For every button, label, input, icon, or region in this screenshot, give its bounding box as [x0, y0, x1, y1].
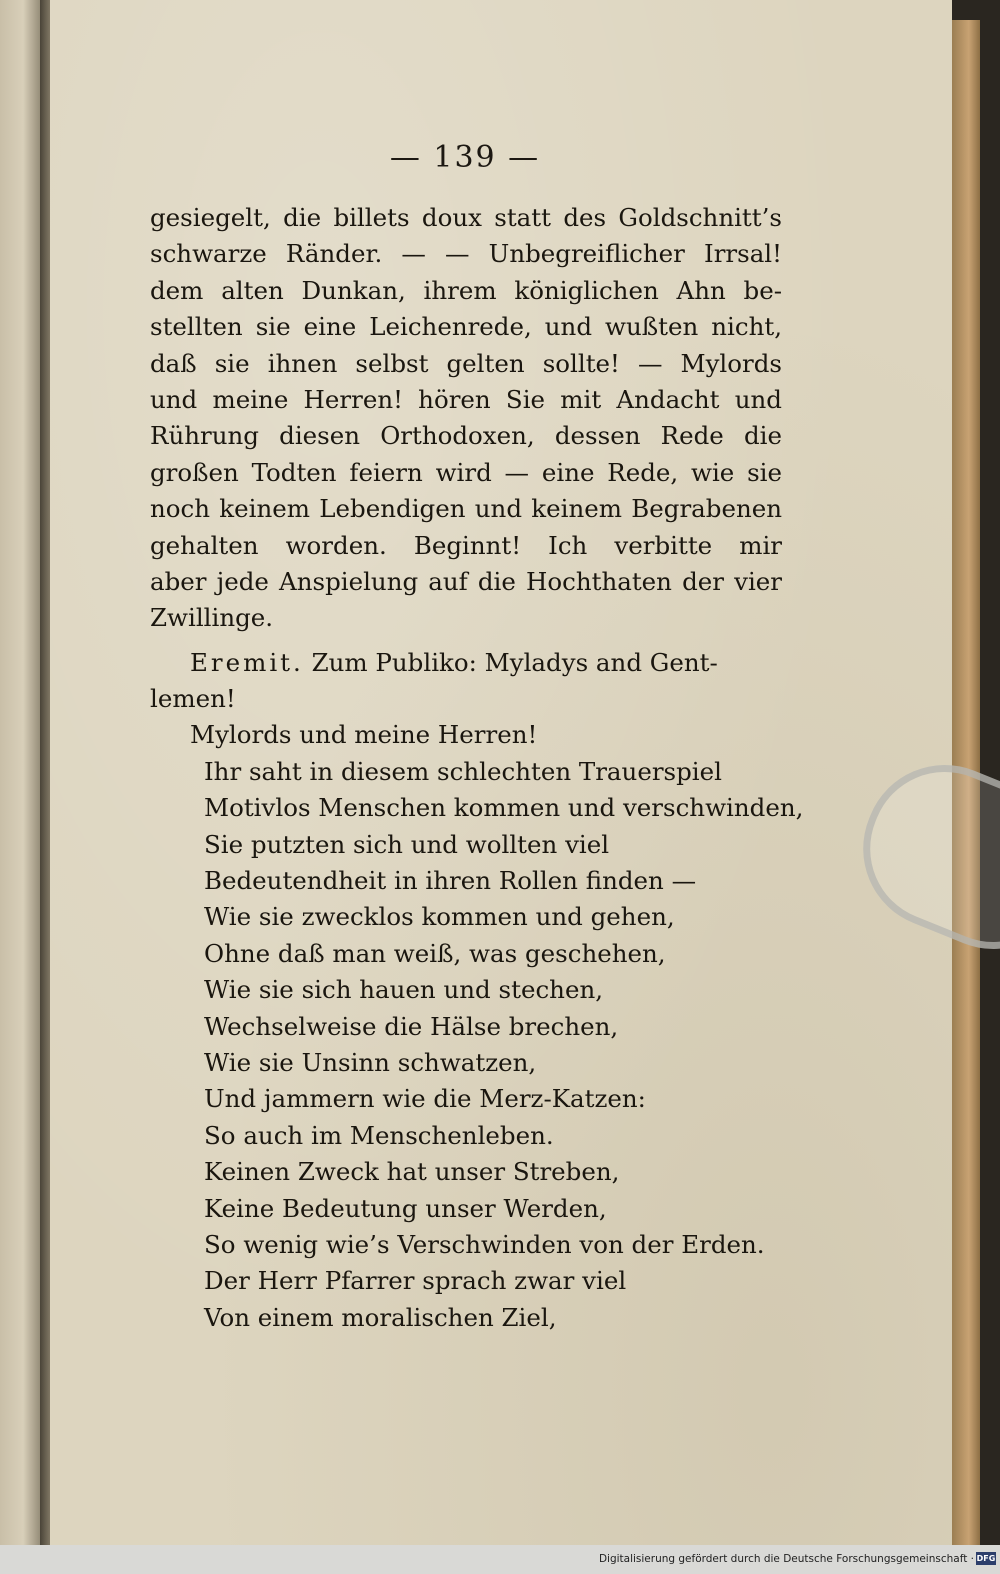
- verse-line: Wie sie sich hauen und stechen,: [204, 975, 604, 1005]
- speaker-name: Eremit.: [190, 647, 304, 677]
- body-text: [150, 200, 804, 1336]
- verse-line: So wenig wie’s Verschwinden von der Erden.: [204, 1229, 765, 1259]
- verse-line: Ihr saht in diesem schlechten Trauerspiel: [204, 756, 722, 786]
- verse-line: Keine Bedeutung unser Werden,: [204, 1193, 607, 1223]
- text-line: und meine Herren! hören Sie mit Andacht und: [150, 384, 782, 414]
- text-line: daß sie ihnen selbst gelten sollte! — Mylords: [150, 348, 782, 378]
- verse-line: So auch im Menschenleben.: [204, 1120, 554, 1150]
- text-line: Zwillinge.: [150, 603, 274, 633]
- dfg-logo: DFG: [976, 1554, 996, 1563]
- text-line: großen Todten feiern wird — eine Rede, wie sie: [150, 457, 782, 487]
- verse-line: Wie sie Unsinn schwatzen,: [204, 1047, 537, 1077]
- verse-line: Der Herr Pfarrer sprach zwar viel: [204, 1266, 627, 1296]
- text-line: aber jede Anspielung auf die Hochthaten der vier: [150, 566, 782, 596]
- text-line: gesiegelt, die billets doux statt des Goldschnitt’s: [150, 203, 782, 232]
- funding-credit: Digitalisierung gefördert durch die Deutsche Forschungsgemeinschaft ·: [598, 1553, 974, 1565]
- facing-page-edge: [0, 0, 42, 1574]
- text-line: gehalten worden. Beginnt! Ich verbitte mir: [150, 530, 782, 560]
- stage-direction: Zum Publiko: Myladys and Gent-: [311, 647, 718, 677]
- text-line: stellten sie eine Leichenrede, und wußten nicht,: [150, 312, 782, 342]
- text-line: noch keinem Lebendigen und keinem Begrabenen: [150, 494, 782, 524]
- verse-line: Ohne daß man weiß, was geschehen,: [204, 938, 666, 968]
- verse-line: Keinen Zweck hat unser Streben,: [204, 1157, 620, 1187]
- verse-address: Mylords und meine Herren!: [190, 720, 538, 750]
- text-line: dem alten Dunkan, ihrem königlichen Ahn be-: [150, 275, 782, 305]
- verse-line: Von einem moralischen Ziel,: [204, 1302, 557, 1332]
- speaker-line: [150, 645, 782, 681]
- verse-line: Wechselweise die Hälse brechen,: [204, 1011, 619, 1041]
- verse-line: Und jammern wie die Merz-Katzen:: [204, 1084, 646, 1114]
- verse-line: Wie sie zwecklos kommen und gehen,: [204, 902, 675, 932]
- text-line: Rührung diesen Orthodoxen, dessen Rede die: [150, 421, 782, 451]
- text-line: schwarze Ränder. — — Unbegreiflicher Irrsal!: [150, 239, 782, 269]
- verse-line: Sie putzten sich und wollten viel: [204, 829, 610, 859]
- verse-line: Motivlos Menschen kommen und verschwinden,: [204, 793, 804, 823]
- verse-line: Bedeutendheit in ihren Rollen finden —: [204, 866, 697, 896]
- text-line: lemen!: [150, 684, 236, 714]
- page-number: — 139 —: [389, 140, 541, 175]
